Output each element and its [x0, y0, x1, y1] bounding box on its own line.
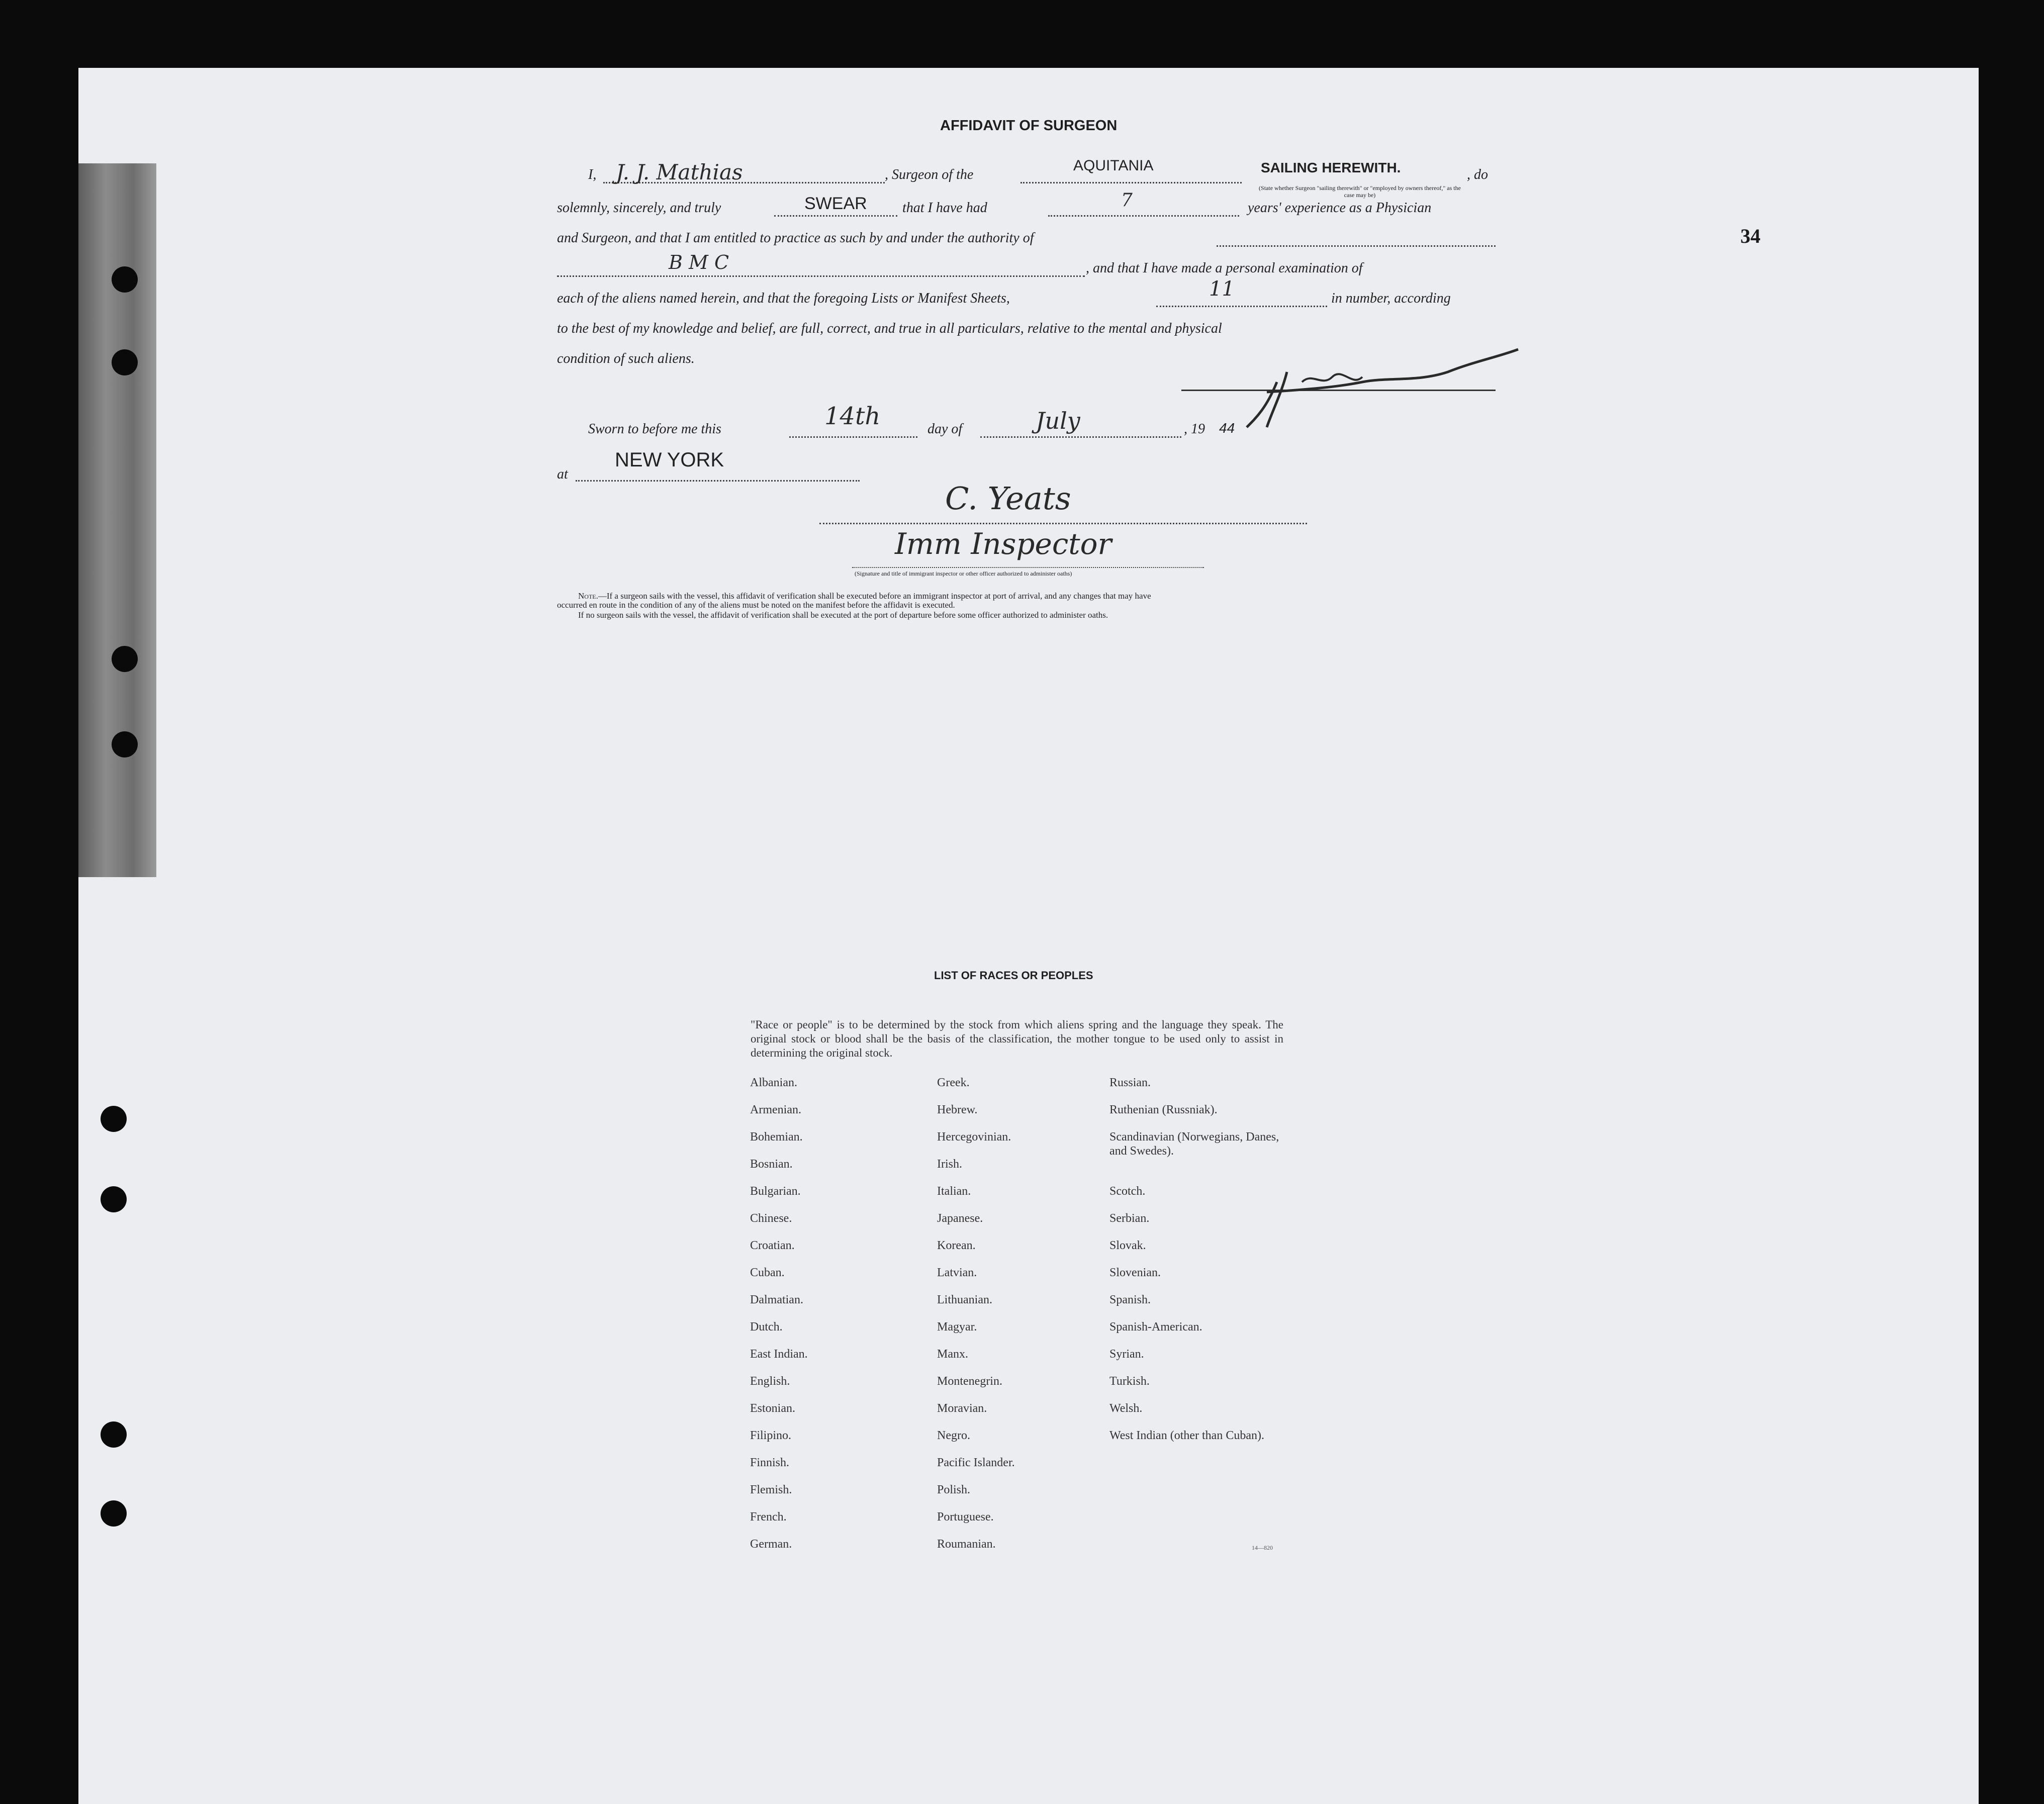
line5-end: in number, according — [1331, 291, 1451, 306]
authority-underline-2 — [557, 275, 1085, 277]
month-underline — [980, 436, 1181, 438]
year-value: 44 — [1219, 420, 1235, 436]
line1-prefix: I, — [588, 167, 597, 182]
race-item: East Indian. — [750, 1348, 808, 1361]
years-value: 7 — [1121, 190, 1133, 211]
race-item: Dalmatian. — [750, 1293, 803, 1306]
note-label: Note. — [578, 591, 598, 601]
oath-word: SWEAR — [804, 194, 867, 213]
punch-hole — [112, 349, 138, 375]
race-item: Ruthenian (Russniak). — [1109, 1103, 1218, 1116]
punch-hole — [112, 646, 138, 672]
line5-prefix: each of the aliens named herein, and that the foregoing Lists or Manifest Sheets, — [557, 291, 1010, 306]
vessel-name: AQUITANIA — [1073, 157, 1154, 174]
race-item: Syrian. — [1109, 1348, 1144, 1361]
inspector-title: Imm Inspector — [895, 527, 1112, 561]
race-item: Bosnian. — [750, 1158, 793, 1171]
race-item: Portuguese. — [937, 1510, 994, 1524]
race-item: Flemish. — [750, 1483, 792, 1496]
punch-hole — [101, 1421, 127, 1448]
inspector-title-line — [852, 567, 1204, 568]
races-title: LIST OF RACES OR PEOPLES — [934, 969, 1093, 982]
surgeon-signature — [1237, 342, 1528, 442]
authority-underline-1 — [1217, 245, 1496, 247]
punch-hole — [101, 1106, 127, 1132]
punch-hole — [101, 1186, 127, 1212]
affidavit-title: AFFIDAVIT OF SURGEON — [940, 118, 1118, 134]
race-item: Hercegovinian. — [937, 1130, 1011, 1144]
inspector-signature: C. Yeats — [945, 480, 1071, 517]
inspector-signature-line — [819, 523, 1307, 524]
race-item: Lithuanian. — [937, 1293, 992, 1306]
signature-caption: (Signature and title of immigrant inspector or other officer authorized to administer oaths) — [855, 570, 1072, 577]
race-item: Cuban. — [750, 1266, 785, 1279]
races-intro: "Race or people" is to be determined by the stock from which aliens spring and the language they speak. The original stock or blood shall be the basis of the classification, the mother tongue to be used only to assist in determining the original stock. — [751, 1018, 1283, 1059]
race-item: Korean. — [937, 1239, 976, 1252]
sworn-prefix: Sworn to before me this — [588, 421, 721, 437]
vessel-underline — [1020, 182, 1242, 183]
race-item: Polish. — [937, 1483, 971, 1496]
line2-mid: that I have had — [902, 200, 987, 216]
place-underline — [576, 480, 860, 482]
race-item: English. — [750, 1375, 790, 1388]
races-column-1 — [750, 1076, 808, 1564]
years-underline — [1048, 215, 1239, 217]
races-column-2 — [937, 1076, 1015, 1564]
line1-end: , do — [1467, 167, 1488, 182]
race-item: Irish. — [937, 1158, 962, 1171]
race-item: Greek. — [937, 1076, 970, 1089]
place-value: NEW YORK — [615, 449, 724, 471]
sheets-value: 11 — [1209, 277, 1235, 301]
race-item: Manx. — [937, 1348, 968, 1361]
race-item: Hebrew. — [937, 1103, 978, 1116]
form-number: 14—820 — [1252, 1544, 1273, 1551]
line7: condition of such aliens. — [557, 351, 695, 366]
punch-hole — [112, 266, 138, 293]
month-value: July — [1036, 407, 1080, 434]
race-item: Spanish. — [1109, 1293, 1151, 1306]
oath-underline — [774, 215, 897, 217]
line2-end: years' experience as a Physician — [1248, 200, 1432, 216]
race-item: Croatian. — [750, 1239, 795, 1252]
race-item: Scandinavian (Norwegians, Danes, and Swedes). — [1109, 1130, 1279, 1158]
sailing-stamp: SAILING HEREWITH. — [1261, 160, 1401, 175]
race-item: Italian. — [937, 1185, 971, 1198]
race-item: Welsh. — [1109, 1402, 1143, 1415]
race-item: Montenegrin. — [937, 1375, 1002, 1388]
line2-prefix: solemnly, sincerely, and truly — [557, 200, 721, 216]
race-item: Japanese. — [937, 1212, 983, 1225]
line3: and Surgeon, and that I am entitled to practice as such by and under the authority of — [557, 230, 1034, 246]
race-item: German. — [750, 1538, 792, 1551]
race-item: French. — [750, 1510, 787, 1524]
day-of: day of — [927, 421, 963, 437]
race-item: Magyar. — [937, 1320, 977, 1334]
punch-hole — [112, 731, 138, 757]
race-item: Estonian. — [750, 1402, 795, 1415]
note-line2: occurred en route in the condition of any of the aliens must be noted on the manifest before the affidavit is executed. — [557, 600, 955, 610]
race-item: Bulgarian. — [750, 1185, 801, 1198]
line4-end: , and that I have made a personal examination of — [1086, 260, 1363, 276]
race-item: West Indian (other than Cuban). — [1109, 1429, 1264, 1442]
races-column-3 — [1109, 1076, 1290, 1459]
note-line3: If no surgeon sails with the vessel, the affidavit of verification shall be executed at the port of departure before some officer authorized to administer oaths. — [578, 610, 1108, 620]
race-item: Armenian. — [750, 1103, 801, 1116]
race-item: Moravian. — [937, 1402, 987, 1415]
line1-mid: , Surgeon of the — [885, 167, 974, 182]
race-item: Chinese. — [750, 1212, 792, 1225]
at-label: at — [557, 466, 568, 482]
race-item: Serbian. — [1109, 1212, 1150, 1225]
note-text: —If a surgeon sails with the vessel, this affidavit of verification shall be executed before an immigrant inspector at port of arrival, and any changes that may have — [598, 591, 1151, 601]
page-number: 34 — [1740, 225, 1760, 247]
race-item: Turkish. — [1109, 1375, 1150, 1388]
year-prefix: , 19 — [1184, 421, 1205, 437]
race-item: Bohemian. — [750, 1130, 803, 1144]
race-item: Dutch. — [750, 1320, 783, 1334]
race-item: Pacific Islander. — [937, 1456, 1015, 1469]
race-item: Roumanian. — [937, 1538, 996, 1551]
race-item: Negro. — [937, 1429, 970, 1442]
race-item: Slovak. — [1109, 1239, 1146, 1252]
surgeon-name: J. J. Mathias — [616, 160, 743, 184]
note-line1 — [578, 592, 1151, 601]
line6: to the best of my knowledge and belief, are full, correct, and true in all particulars, relative to the mental and physical — [557, 321, 1222, 336]
race-item: Russian. — [1109, 1076, 1151, 1089]
race-item: Scotch. — [1109, 1185, 1146, 1198]
race-item: Albanian. — [750, 1076, 797, 1089]
authority-value: B M C — [669, 251, 729, 273]
race-item: Latvian. — [937, 1266, 977, 1279]
race-item: Slovenian. — [1109, 1266, 1161, 1279]
sheets-underline — [1156, 306, 1327, 307]
sailing-note: (State whether Surgeon "sailing therewith" or "employed by owners thereof," as the case may be) — [1259, 184, 1461, 199]
race-item: Spanish-American. — [1109, 1320, 1202, 1334]
race-item: Filipino. — [750, 1429, 792, 1442]
day-underline — [789, 436, 917, 438]
punch-hole — [101, 1500, 127, 1527]
race-item: Finnish. — [750, 1456, 790, 1469]
day-value: 14th — [824, 402, 881, 430]
